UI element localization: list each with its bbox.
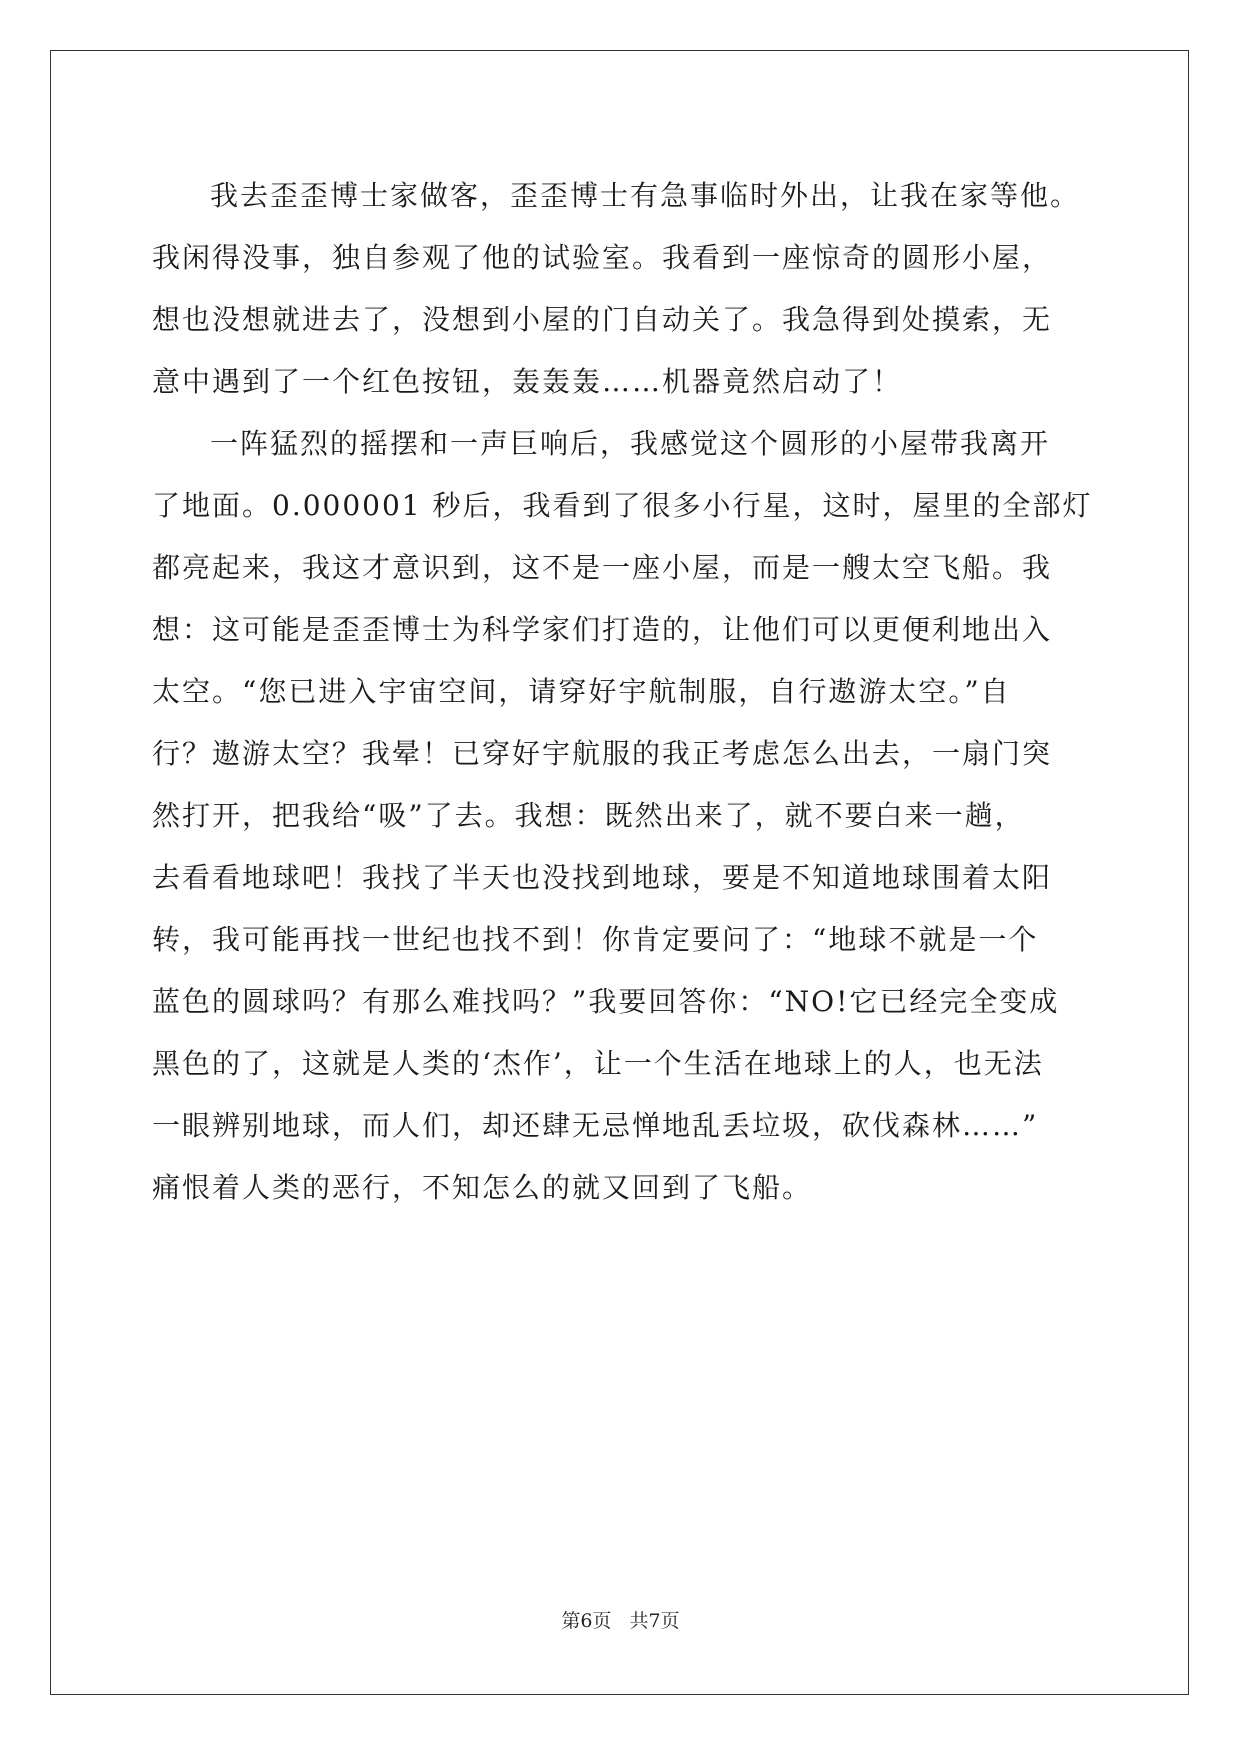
paragraph-1-line-2: 我闲得没事，独自参观了他的试验室。我看到一座惊奇的圆形小屋，	[152, 241, 1053, 274]
document-body	[152, 165, 1092, 1219]
paragraph-2-line-10: 蓝色的圆球吗？有那么难找吗？”我要回答你：“NO!它已经完全变成	[152, 985, 1060, 1018]
paragraph-2-line-2: 了地面。0.000001 秒后，我看到了很多小行星，这时，屋里的全部灯	[152, 489, 1093, 522]
page-footer	[0, 1606, 1241, 1633]
paragraph-2-line-5: 太空。“您已进入宇宙空间，请穿好宇航制服，自行遨游太空。”自	[152, 675, 1011, 708]
paragraph-2-line-8: 去看看地球吧！我找了半天也没找到地球，要是不知道地球围着太阳	[152, 861, 1053, 894]
page-number: 第6页	[561, 1610, 612, 1632]
paragraph-1-line-4: 意中遇到了一个红色按钮，轰轰轰……机器竟然启动了！	[152, 365, 903, 398]
paragraph-2-line-6: 行？遨游太空？我晕！已穿好宇航服的我正考虑怎么出去，一扇门突	[152, 737, 1053, 770]
paragraph-2-line-12: 一眼辨别地球，而人们，却还肆无忌惮地乱丢垃圾，砍伐森林……”	[152, 1109, 1039, 1142]
page-total: 共7页	[629, 1610, 680, 1632]
paragraph-2-line-11: 黑色的了，这就是人类的‘杰作’，让一个生活在地球上的人，也无法	[152, 1047, 1044, 1080]
paragraph-2-line-9: 转，我可能再找一世纪也找不到！你肯定要问了：“地球不就是一个	[152, 923, 1039, 956]
paragraph-2-line-7: 然打开，把我给“吸”了去。我想：既然出来了，就不要白来一趟，	[152, 799, 1025, 832]
paragraph-2-line-4: 想：这可能是歪歪博士为科学家们打造的，让他们可以更便利地出入	[152, 613, 1053, 646]
paragraph-1-line-3: 想也没想就进去了，没想到小屋的门自动关了。我急得到处摸索，无	[152, 303, 1053, 336]
paragraph-2-line-1: 一阵猛烈的摇摆和一声巨响后，我感觉这个圆形的小屋带我离开	[210, 427, 1051, 460]
paragraph-1-line-1: 我去歪歪博士家做客，歪歪博士有急事临时外出，让我在家等他。	[210, 179, 1081, 212]
paragraph-2-line-13: 痛恨着人类的恶行，不知怎么的就又回到了飞船。	[152, 1171, 813, 1204]
paragraph-2-line-3: 都亮起来，我这才意识到，这不是一座小屋，而是一艘太空飞船。我	[152, 551, 1053, 584]
